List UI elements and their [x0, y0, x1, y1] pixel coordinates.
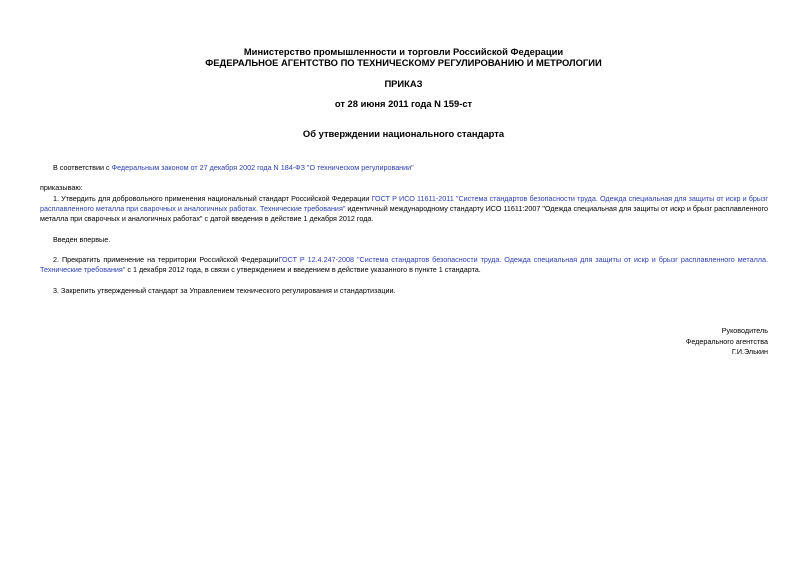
signature-position-1: Руководитель	[721, 326, 768, 335]
federal-law-link[interactable]: Федеральным законом от 27 декабря 2002 года N 184-ФЗ "О техническом регулировании"	[111, 163, 414, 172]
order-title: ПРИКАЗ	[384, 78, 423, 89]
item-2-paragraph	[40, 255, 768, 275]
ministry-name: Министерство промышленности и торговли Российской Федерации	[243, 46, 564, 57]
order-word: приказываю:	[40, 183, 83, 192]
item-1-paragraph	[40, 194, 768, 224]
introduced-text: Введен впервые.	[53, 235, 111, 244]
item-1-suffix: идентичный международному стандарту ИСО 11611:2007 "Одежда специальная для защиты от искр и брызг расплавленного металла при сварочных и аналогичных работах" с датой введения в действие 1 декабря 2012 года.	[40, 204, 768, 223]
item-2-suffix: с 1 декабря 2012 года, в связи с утверждением и введением в действие указанного в пункте 1 стандарта.	[125, 265, 481, 274]
order-subject: Об утверждении национального стандарта	[302, 128, 505, 139]
signature-block	[560, 326, 768, 358]
agency-name: ФЕДЕРАЛЬНОЕ АГЕНТСТВО ПО ТЕХНИЧЕСКОМУ РЕГУЛИРОВАНИЮ И МЕТРОЛОГИИ	[205, 57, 602, 68]
intro-paragraph	[40, 163, 768, 173]
item-3-text: 3. Закрепить утвержденный стандарт за Управлением технического регулирования и стандартизации.	[53, 286, 396, 295]
gost-12-4-247-link[interactable]: ГОСТ Р 12.4.247-2008 "Система стандартов безопасности труда. Одежда специальная для защиты от искр и брызг расплавленного металла. Технические требования"	[40, 255, 768, 274]
item-2-text: 2. Прекратить применение на территории Российской Федерации	[53, 255, 279, 264]
order-date: от 28 июня 2011 года N 159-ст	[334, 98, 473, 109]
signature-name: Г.И.Элькин	[731, 347, 768, 356]
introduced-paragraph	[40, 235, 768, 245]
intro-text: В соответствии с	[53, 163, 112, 172]
item-3-paragraph	[40, 286, 768, 296]
signature-position-2: Федерального агентства	[685, 336, 768, 346]
item-1-text: 1. Утвердить для добровольного применения национальный стандарт Российской Федерации	[53, 194, 372, 203]
gost-iso-11611-link[interactable]: ГОСТ Р ИСО 11611-2011 "Система стандартов безопасности труда. Одежда специальная для защиты от искр и брызг расплавленного металла при сварочных и аналогичных работах. Технические требования"	[40, 194, 768, 213]
